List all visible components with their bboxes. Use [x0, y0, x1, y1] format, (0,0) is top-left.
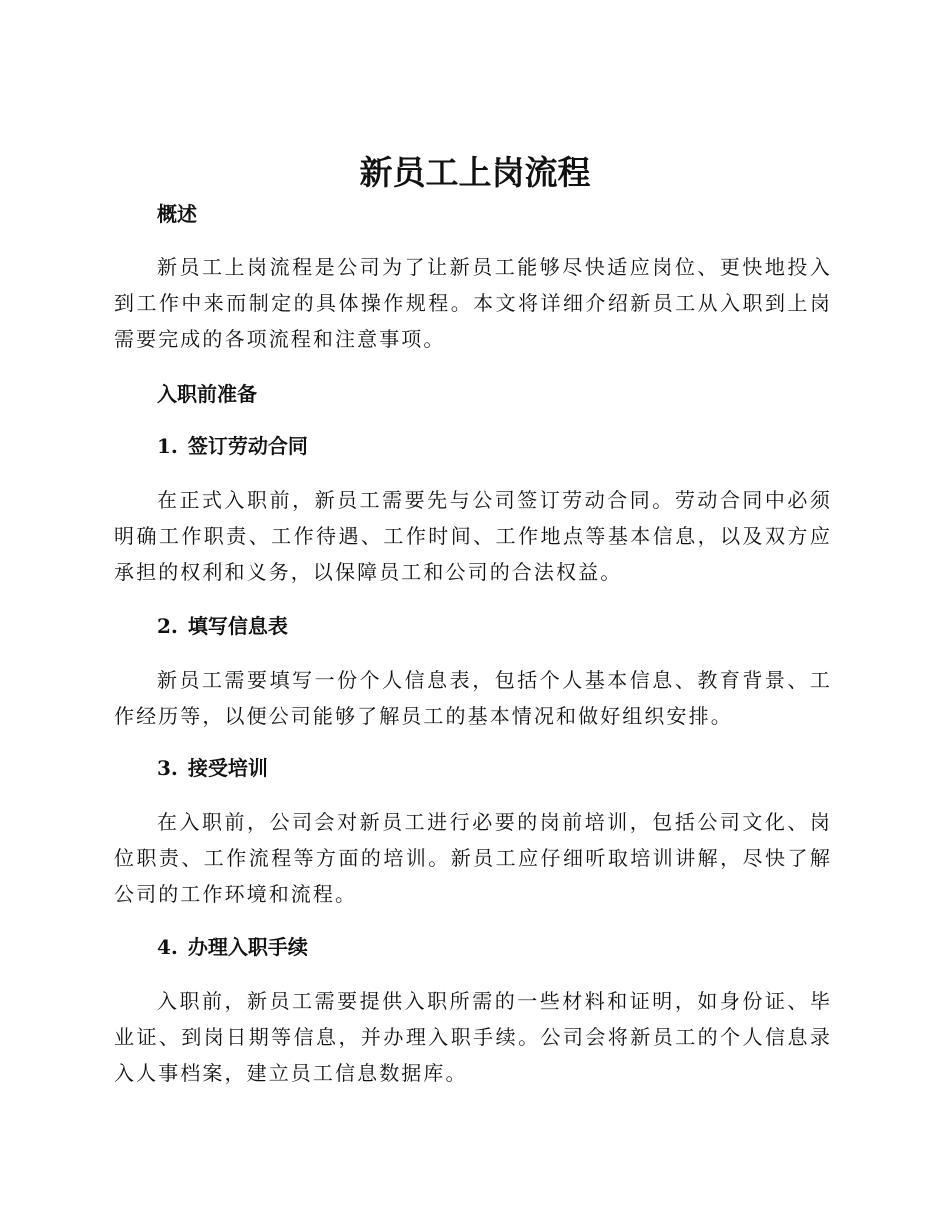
- item-heading-2: [157, 612, 288, 640]
- item-heading-3: [157, 754, 268, 782]
- item-paragraph-2: 新员工需要填写一份个人信息表，包括个人基本信息、教育背景、工作经历等，以便公司能够了解员工的基本情况和做好组织安排。: [114, 668, 832, 728]
- page-title: 新员工上岗流程: [359, 153, 591, 192]
- item-heading-1: [157, 432, 308, 460]
- item-paragraph-1: 在正式入职前，新员工需要先与公司签订劳动合同。劳动合同中必须明确工作职责、工作待遇、工作时间、工作地点等基本信息，以及双方应承担的权利和义务，以保障员工和公司的合法权益。: [114, 488, 832, 584]
- item-paragraph-3: 在入职前，公司会对新员工进行必要的岗前培训，包括公司文化、岗位职责、工作流程等方面的培训。新员工应仔细听取培训讲解，尽快了解公司的工作环境和流程。: [114, 810, 832, 906]
- item-number: 4.: [157, 935, 178, 959]
- item-paragraph-4: 入职前，新员工需要提供入职所需的一些材料和证明，如身份证、毕业证、到岗日期等信息，并办理入职手续。公司会将新员工的个人信息录入人事档案，建立员工信息数据库。: [114, 989, 832, 1085]
- item-title: 签订劳动合同: [187, 434, 308, 458]
- item-number: 1.: [157, 434, 178, 458]
- item-number: 2.: [157, 614, 178, 638]
- item-title: 办理入职手续: [187, 935, 308, 959]
- item-title: 接受培训: [187, 756, 268, 780]
- overview-paragraph: 新员工上岗流程是公司为了让新员工能够尽快适应岗位、更快地投入到工作中来而制定的具体操作规程。本文将详细介绍新员工从入职到上岗需要完成的各项流程和注意事项。: [114, 255, 832, 351]
- item-title: 填写信息表: [187, 614, 288, 638]
- overview-heading: 概述: [157, 202, 197, 226]
- item-number: 3.: [157, 756, 178, 780]
- section-heading: 入职前准备: [157, 382, 257, 406]
- item-heading-4: [157, 933, 308, 961]
